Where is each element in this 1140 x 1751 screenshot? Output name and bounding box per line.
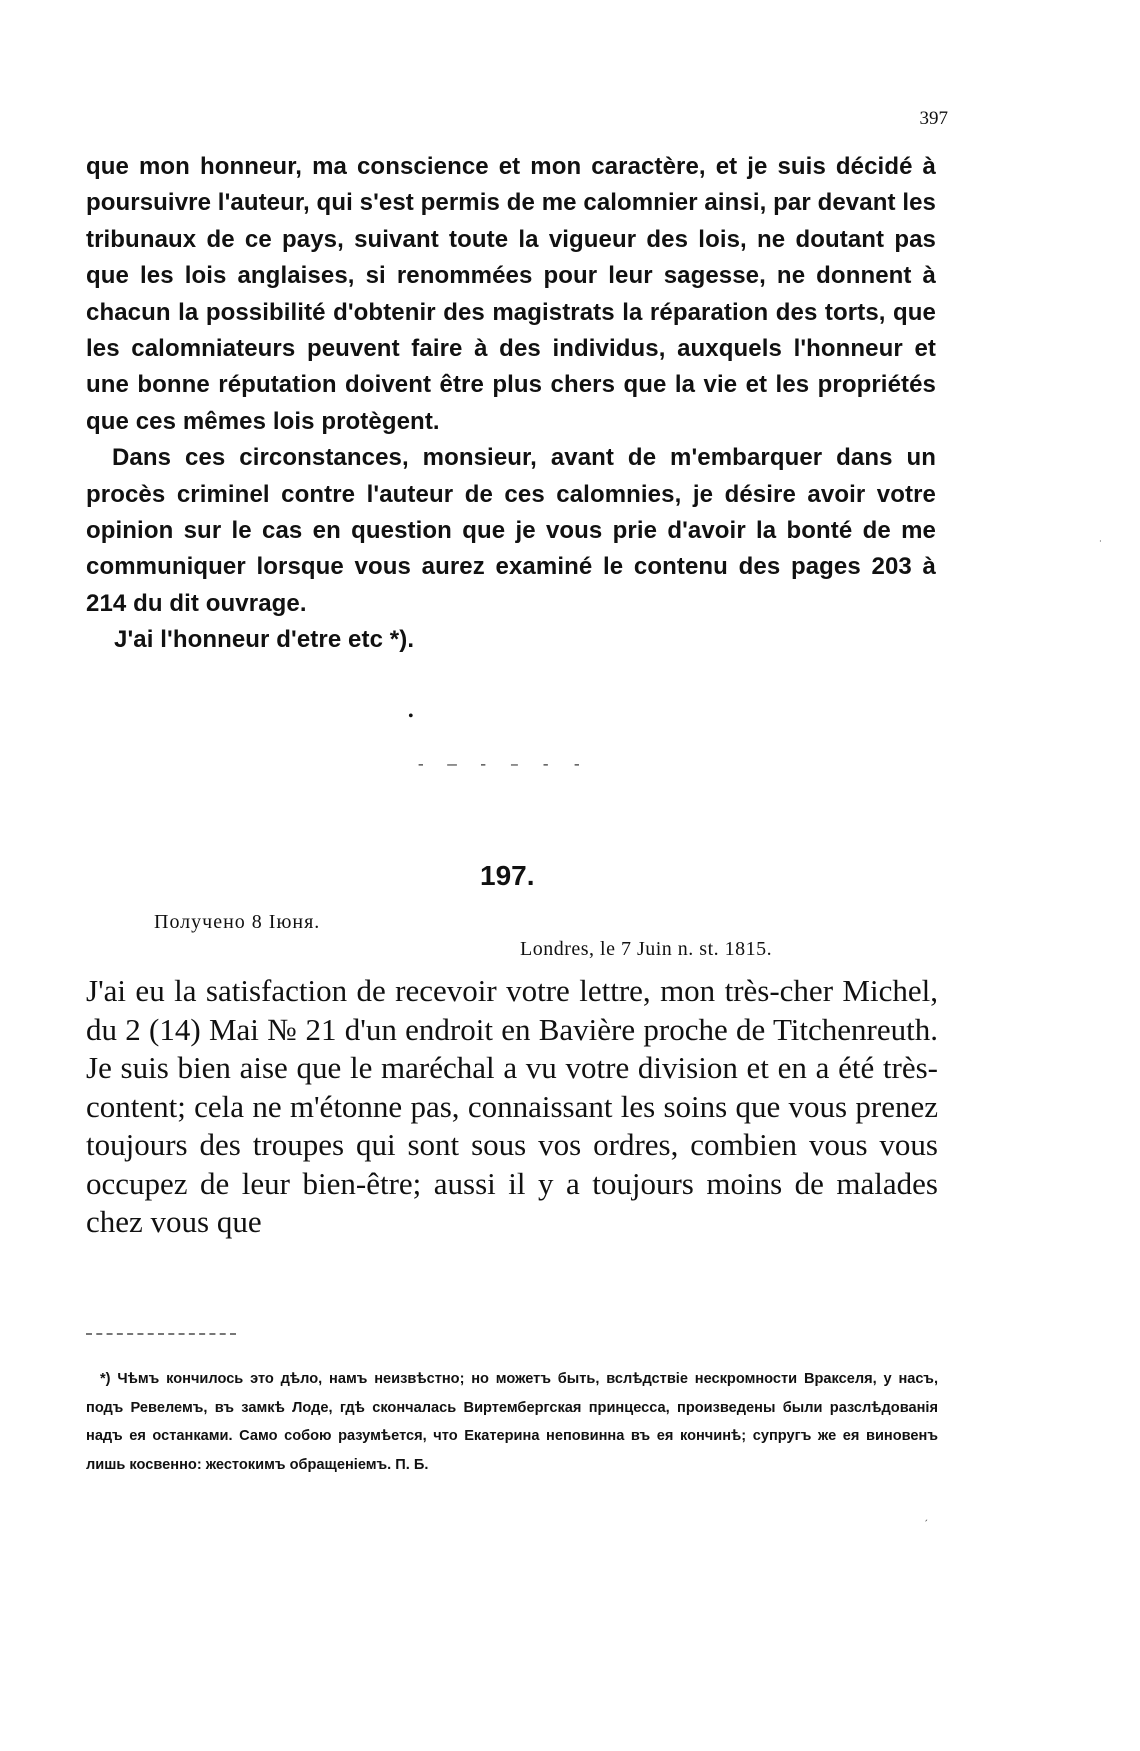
separator-dashes: - — - – - - <box>416 756 588 774</box>
letter-number: 197. <box>480 860 535 891</box>
margin-mark-bottom: ˏ <box>924 1508 928 1522</box>
received-note: Получено 8 Іюня. <box>154 911 321 933</box>
footnote-rule <box>86 1333 236 1335</box>
margin-mark-right: ˙ <box>1099 538 1103 552</box>
sign-off: J'ai l'honneur d'etre etc *). <box>114 626 415 654</box>
paragraph-2: Dans ces circonstances, monsieur, avant de m'embarquer dans un procès criminel contre l'auteur de ces calomnies, je désire avoir votre opinion sur le cas en question que je vous prie d'avoir la bonté de me communiquer lorsque vous aurez examiné le contenu des pages 203 à 214 du dit ouvrage. <box>86 444 936 617</box>
paragraph-1: que mon honneur, ma conscience et mon caractère, et je suis décidé à poursuivre l'auteur, qui s'est permis de me calomnier ainsi, par devant les tribunaux de ce pays, suivant toute la vigueur des lois, ne doutant pas que les lois anglaises, si renommées pour leur sagesse, ne donnent à chacun la possibilité d'obtenir des magistrats la réparation des torts, que les calomniateurs peuvent faire à des individus, auxquels l'honneur et une bonne réputation doivent être plus chers que la vie et les propriétés que ces mêmes lois protègent. <box>86 153 936 435</box>
separator-dot: • <box>408 708 414 725</box>
page-number: 397 <box>919 108 948 129</box>
letter-continuation <box>86 149 936 659</box>
dateline: Londres, le 7 Juin n. st. 1815. <box>520 938 773 960</box>
footnote: *) Чѣмъ кончилось это дѣло, намъ неизвѣстно; но можетъ быть, вслѣдствіе нескромности Вракселя, у насъ, подъ Ревелемъ, въ замкѣ Лоде, гдѣ скончалась Виртембергская принцесса, произведены были разслѣдованія надъ ея останками. Само собою разумѣется, что Екатерина неповинна въ ея кончинѣ; супругъ же ея виновенъ лишь косвенно: жестокимъ обращеніемъ. П. Б. <box>86 1371 938 1473</box>
letter-body: J'ai eu la satisfaction de recevoir votre lettre, mon très-cher Michel, du 2 (14) Mai № 21 d'un endroit en Bavière proche de Titchenreuth. Je suis bien aise que le maréchal a vu votre division et en a été très-content; cela ne m'étonne pas, connaissant les soins que vous prenez toujours des troupes qui sont sous vos ordres, combien vous vous occupez de leur bien-être; aussi il y a toujours moins de malades chez vous que <box>86 973 938 1239</box>
